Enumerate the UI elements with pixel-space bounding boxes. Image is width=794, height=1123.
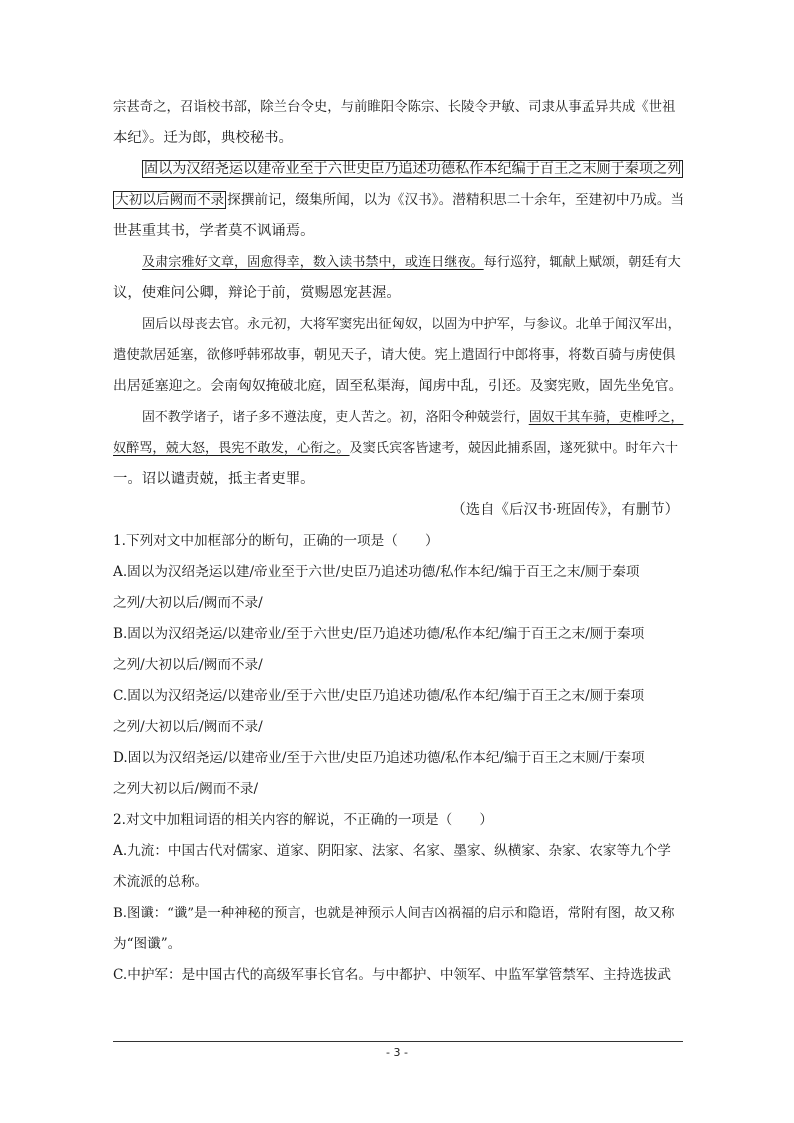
question-1: 1.下列对文中加框部分的断句，正确的一项是（ ） bbox=[113, 533, 439, 549]
option-a: A.九流：中国古代对儒家、道家、阴阳家、法家、名家、墨家、纵横家、杂家、农家等九个学 bbox=[113, 843, 671, 859]
option-c: C.固以为汉绍尧运/以建帝业/至于六世/史臣乃追述功德/私作本纪/编于百王之末/厕于秦项 bbox=[113, 688, 645, 704]
option-a-cont: 之列/大初以后/阙而不录/ bbox=[113, 595, 263, 611]
option-b-cont: 之列/大初以后/阙而不录/ bbox=[113, 657, 263, 673]
option-b: B.固以为汉绍尧运/以建帝业/至于六世史/臣乃追述功德/私作本纪/编于百王之末/厕于秦项 bbox=[113, 626, 645, 642]
passage-line: 遣使款居延塞，欲修呼韩邪故事，朝见天子，请大使。宪上遣固行中郎将事，将数百骑与虏使俱 bbox=[113, 348, 676, 363]
underlined-sentence: 奴醉骂，兢大怒，畏宪不敢发，心衔之。 bbox=[113, 441, 350, 456]
option-a: A.固以为汉绍尧运以建/帝业至于六世/史臣乃追述功德/私作本纪/编于百王之末/厕于秦项 bbox=[113, 564, 640, 580]
passage-line: 本纪》。迁为郎，典校秘书。 bbox=[113, 130, 293, 146]
footer-divider bbox=[113, 1041, 683, 1042]
passage-line bbox=[113, 402, 683, 433]
question-2: 2.对文中加粗词语的相关内容的解说，不正确的一项是（ ） bbox=[113, 812, 493, 828]
option-d: D.固以为汉绍尧运/以建帝业/至于六世/史臣乃追述功德/私作本纪/编于百王之末厕/于秦项 bbox=[113, 750, 645, 766]
option-b-cont: 为“图谶”。 bbox=[113, 936, 182, 952]
option-c-cont: 之列/大初以后/阙而不录/ bbox=[113, 719, 263, 735]
passage-line bbox=[113, 185, 683, 216]
passage-text: 探撰前记，缀集所闻，以为《汉书》。潜精积思二十余年，至建初中乃成。当 bbox=[227, 192, 685, 208]
page-number: - 3 - bbox=[386, 1046, 408, 1059]
passage-line bbox=[113, 433, 683, 464]
underlined-sentence: 及肃宗雅好文章，固愈得幸，数入读书禁中，或连日继夜。 bbox=[142, 255, 484, 270]
passage-line bbox=[113, 154, 683, 185]
option-a-cont: 术流派的总称。 bbox=[113, 874, 209, 890]
passage-line: 固后以母丧去官。永元初，大将军窦宪出征匈奴，以固为中护军，与参议。北单于闻汉军出， bbox=[142, 317, 681, 332]
option-b: B.图谶：“谶”是一种神秘的预言，也就是神预示人间吉凶祸福的启示和隐语，常附有图，故又称 bbox=[113, 906, 675, 921]
boxed-passage: 固以为汉绍尧运以建帝业至于六世史臣乃追述功德私作本纪编于百王之末厕于秦项之列 bbox=[144, 161, 682, 177]
document-body bbox=[113, 92, 683, 991]
passage-line: 一。诏以谴责兢，抵主者吏罪。 bbox=[113, 471, 315, 487]
passage-line: 宗甚奇之，召诣校书部，除兰台令史，与前睢阳令陈宗、长陵令尹敏、司隶从事孟异共成《世祖 bbox=[113, 100, 676, 115]
passage-text: 固不教学诸子，诸子多不遵法度，吏人苦之。初，洛阳令种兢尝行， bbox=[142, 410, 529, 425]
passage-line bbox=[113, 247, 683, 278]
source-citation: （选自《后汉书·班固传》，有删节） bbox=[451, 502, 679, 518]
passage-text: 每行巡狩，辄献上赋颂，朝廷有大 bbox=[483, 255, 681, 270]
passage-line: 议，使难问公卿，辩论于前，赏赐恩宠甚渥。 bbox=[113, 285, 401, 301]
option-d-cont: 之列大初以后/阙而不录/ bbox=[113, 781, 259, 797]
boxed-passage: 大初以后阙而不录 bbox=[115, 192, 225, 208]
passage-line: 世甚重其书，学者莫不讽诵焉。 bbox=[113, 223, 315, 239]
passage-line: 出居延塞迎之。会南匈奴掩破北庭，固至私渠海，闻虏中乱，引还。及窦宪败，固先坐免官。 bbox=[113, 378, 683, 394]
option-c: C.中护军：是中国古代的高级军事长官名。与中都护、中领军、中监军掌管禁军、主持选拔武 bbox=[113, 967, 671, 983]
underlined-sentence: 固奴干其车骑，吏椎呼之， bbox=[528, 410, 684, 425]
passage-text: 及窦氏宾客皆逮考，兢因此捕系固，遂死狱中。时年六十 bbox=[349, 441, 679, 456]
